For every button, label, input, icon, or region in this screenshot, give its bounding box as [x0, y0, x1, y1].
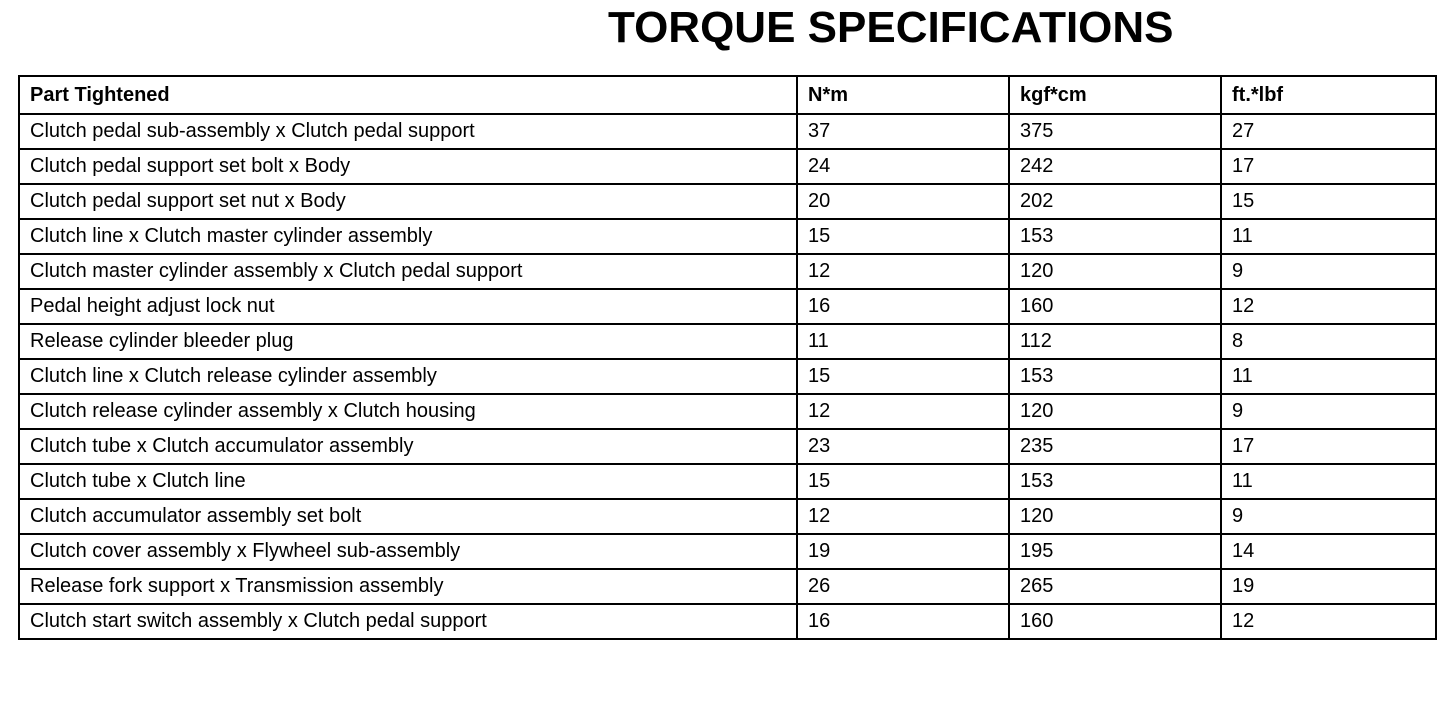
nm-cell: 24 — [797, 149, 1009, 184]
kgf-cm-cell: 160 — [1009, 604, 1221, 639]
table-row — [19, 604, 1436, 639]
table-row — [19, 394, 1436, 429]
part-cell: Clutch tube x Clutch line — [19, 464, 797, 499]
ft-lbf-cell: 14 — [1221, 534, 1436, 569]
table-row — [19, 289, 1436, 324]
column-header-part: Part Tightened — [19, 76, 797, 114]
part-cell: Clutch pedal support set bolt x Body — [19, 149, 797, 184]
table-row — [19, 149, 1436, 184]
nm-cell: 37 — [797, 114, 1009, 149]
ft-lbf-cell: 15 — [1221, 184, 1436, 219]
ft-lbf-cell: 19 — [1221, 569, 1436, 604]
part-cell: Pedal height adjust lock nut — [19, 289, 797, 324]
ft-lbf-cell: 9 — [1221, 499, 1436, 534]
nm-cell: 12 — [797, 394, 1009, 429]
part-cell: Clutch pedal support set nut x Body — [19, 184, 797, 219]
ft-lbf-cell: 11 — [1221, 219, 1436, 254]
part-cell: Clutch start switch assembly x Clutch pedal support — [19, 604, 797, 639]
kgf-cm-cell: 265 — [1009, 569, 1221, 604]
part-cell: Clutch master cylinder assembly x Clutch pedal support — [19, 254, 797, 289]
nm-cell: 15 — [797, 359, 1009, 394]
ft-lbf-cell: 12 — [1221, 604, 1436, 639]
nm-cell: 19 — [797, 534, 1009, 569]
column-header-kgf-cm: kgf*cm — [1009, 76, 1221, 114]
nm-cell: 26 — [797, 569, 1009, 604]
table-row — [19, 359, 1436, 394]
table-row — [19, 184, 1436, 219]
nm-cell: 11 — [797, 324, 1009, 359]
part-cell: Release fork support x Transmission assembly — [19, 569, 797, 604]
kgf-cm-cell: 160 — [1009, 289, 1221, 324]
ft-lbf-cell: 17 — [1221, 429, 1436, 464]
kgf-cm-cell: 120 — [1009, 254, 1221, 289]
ft-lbf-cell: 9 — [1221, 394, 1436, 429]
part-cell: Clutch accumulator assembly set bolt — [19, 499, 797, 534]
column-header-ft-lbf: ft.*lbf — [1221, 76, 1436, 114]
kgf-cm-cell: 120 — [1009, 499, 1221, 534]
kgf-cm-cell: 195 — [1009, 534, 1221, 569]
nm-cell: 12 — [797, 254, 1009, 289]
table-row — [19, 324, 1436, 359]
nm-cell: 16 — [797, 604, 1009, 639]
ft-lbf-cell: 11 — [1221, 464, 1436, 499]
column-header-nm: N*m — [797, 76, 1009, 114]
table-row — [19, 219, 1436, 254]
table-row — [19, 499, 1436, 534]
nm-cell: 15 — [797, 464, 1009, 499]
table-row — [19, 534, 1436, 569]
kgf-cm-cell: 375 — [1009, 114, 1221, 149]
part-cell: Clutch cover assembly x Flywheel sub-assembly — [19, 534, 797, 569]
ft-lbf-cell: 11 — [1221, 359, 1436, 394]
ft-lbf-cell: 17 — [1221, 149, 1436, 184]
table-row — [19, 569, 1436, 604]
nm-cell: 23 — [797, 429, 1009, 464]
kgf-cm-cell: 202 — [1009, 184, 1221, 219]
kgf-cm-cell: 120 — [1009, 394, 1221, 429]
torque-spec-table — [18, 75, 1437, 640]
ft-lbf-cell: 9 — [1221, 254, 1436, 289]
table-row — [19, 114, 1436, 149]
part-cell: Clutch pedal sub-assembly x Clutch pedal support — [19, 114, 797, 149]
kgf-cm-cell: 153 — [1009, 219, 1221, 254]
nm-cell: 12 — [797, 499, 1009, 534]
kgf-cm-cell: 153 — [1009, 464, 1221, 499]
part-cell: Clutch release cylinder assembly x Clutch housing — [19, 394, 797, 429]
table-row — [19, 429, 1436, 464]
table-row — [19, 254, 1436, 289]
table-row — [19, 464, 1436, 499]
kgf-cm-cell: 242 — [1009, 149, 1221, 184]
page-title: TORQUE SPECIFICATIONS — [608, 3, 1174, 52]
ft-lbf-cell: 8 — [1221, 324, 1436, 359]
part-cell: Clutch tube x Clutch accumulator assembly — [19, 429, 797, 464]
nm-cell: 15 — [797, 219, 1009, 254]
part-cell: Release cylinder bleeder plug — [19, 324, 797, 359]
part-cell: Clutch line x Clutch release cylinder assembly — [19, 359, 797, 394]
kgf-cm-cell: 112 — [1009, 324, 1221, 359]
nm-cell: 20 — [797, 184, 1009, 219]
ft-lbf-cell: 12 — [1221, 289, 1436, 324]
ft-lbf-cell: 27 — [1221, 114, 1436, 149]
table-header-row — [19, 76, 1436, 114]
kgf-cm-cell: 153 — [1009, 359, 1221, 394]
part-cell: Clutch line x Clutch master cylinder assembly — [19, 219, 797, 254]
nm-cell: 16 — [797, 289, 1009, 324]
kgf-cm-cell: 235 — [1009, 429, 1221, 464]
